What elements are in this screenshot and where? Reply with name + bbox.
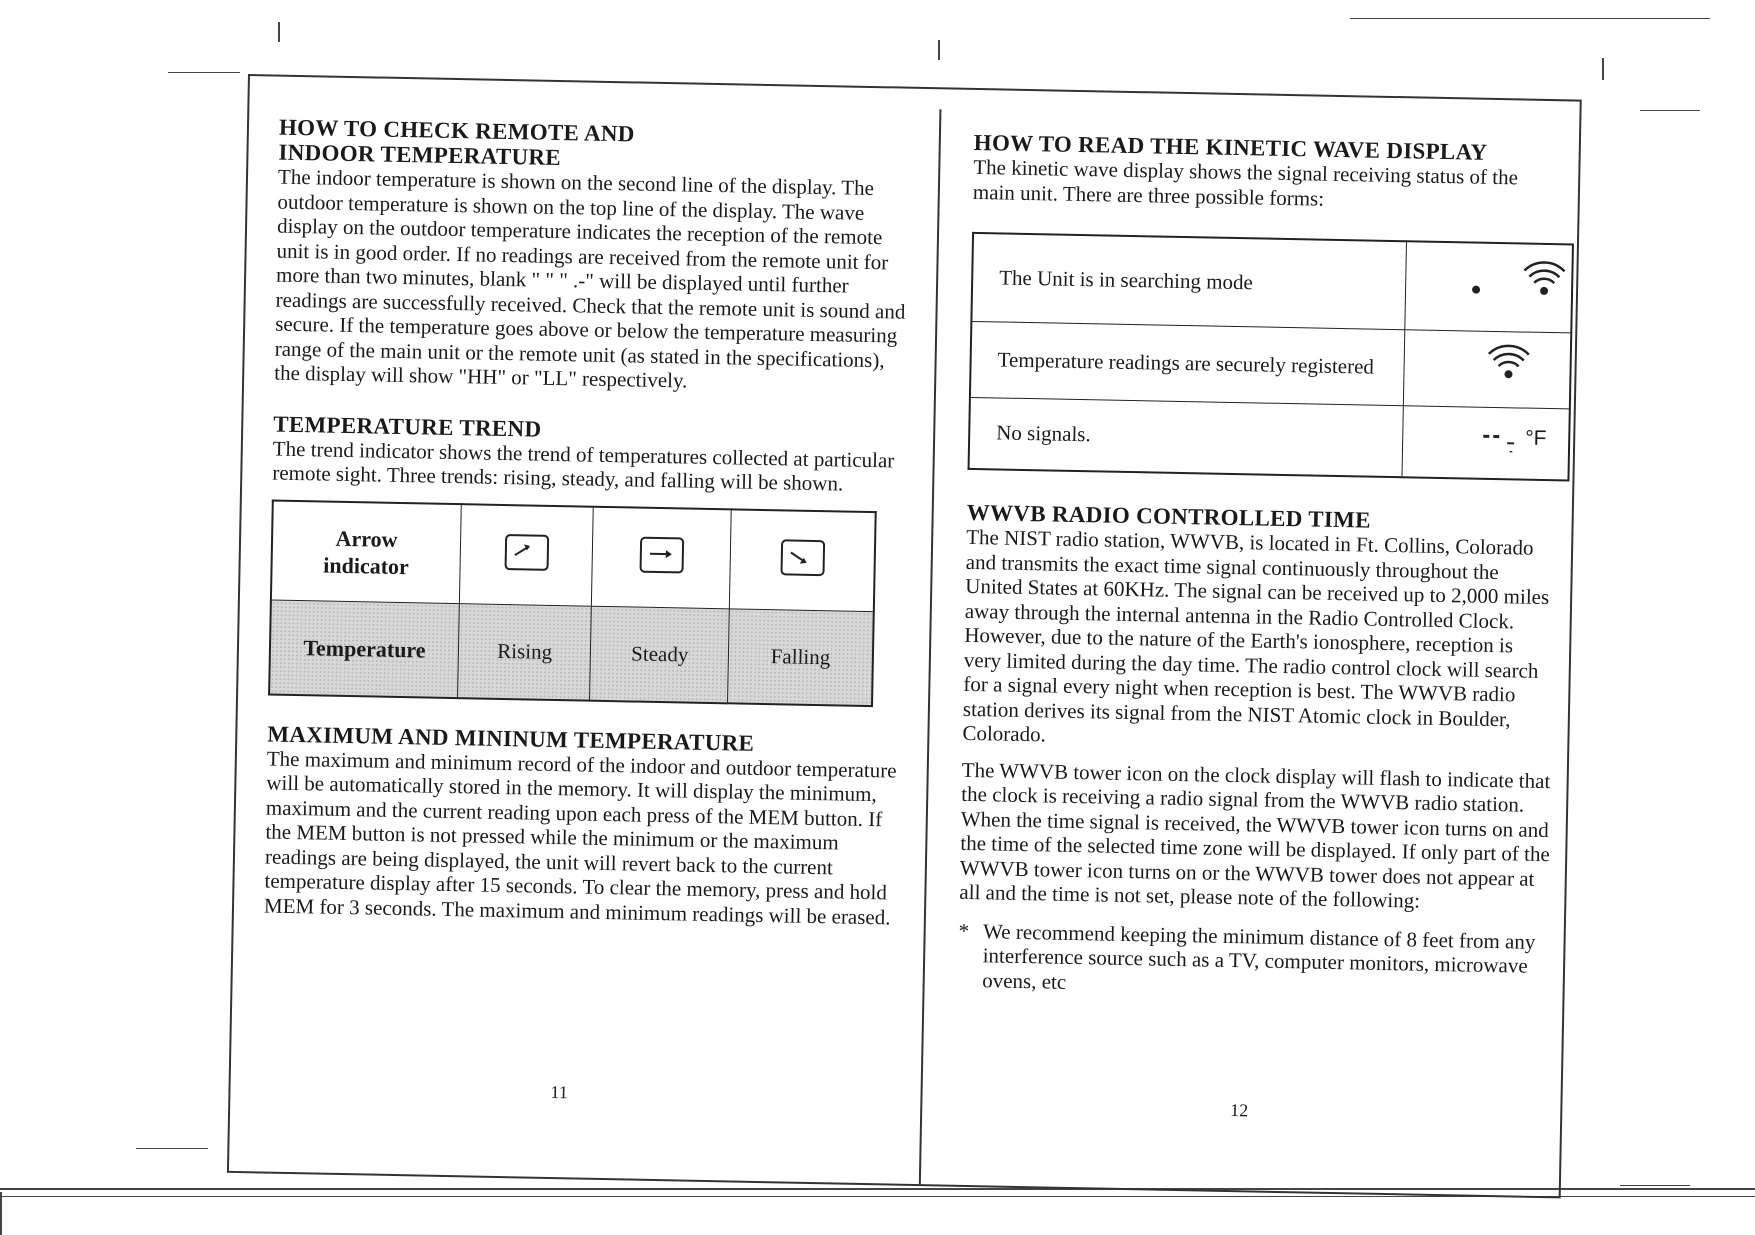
right-page [958,130,1564,1003]
fahrenheit-unit: °F [1525,426,1547,450]
trend-cell-rising-icon [459,504,593,607]
wave-row-searching [971,233,1573,333]
booklet-spread [227,74,1582,1198]
paragraph-wwvb-2: The WWVB tower icon on the clock display will flash to indicate that the clock is receiving a radio signal from the WWVB radio station. When the time signal is received, the WWVB tower icon turns on and the time of the selected time zone will be displayed. If only part of the WWVB tower icon turns on or the WWVB tower does not appear at all and the time is not set, please note of the following: [959,757,1551,913]
paragraph-kinetic-wave: The kinetic wave display shows the signal receiving status of the main unit. There are three possible forms: [972,154,1519,211]
trend-row-label: Temperature [269,600,459,698]
trend-falling: Falling [728,609,874,706]
wave-row-no-signal [969,397,1570,481]
scan-mark [1620,1185,1690,1186]
scan-mark [938,40,940,60]
recommendation-bullet [958,918,1549,1003]
title-line: INDOOR TEMPERATURE [278,139,562,171]
page-number-right: 12 [1230,1100,1249,1121]
scan-mark [1640,110,1700,111]
wave-row-registered [970,321,1571,409]
scan-mark [136,1148,208,1149]
left-page [264,115,919,930]
arrow-down-right-icon [780,539,825,576]
paragraph-check-temperature: The indoor temperature is shown on the second line of the display. The outdoor temperature is shown on the top line of the display. The wave display on the outdoor temperature indicates the reception of the remote unit is in good order. If no readings are received from the remote unit for more than two minutes, blank " " " .-" will be displayed until further readings are successfully received. Check that the remote unit is sound and secure. If the temperature goes above or below the temperature measuring range of the main unit or the remote unit (as stated in the specifications), the display will show "HH" or "LL" respectively. [274,164,906,393]
trend-cell-falling-icon [730,509,876,612]
section-title-kinetic-wave: HOW TO READ THE KINETIC WAVE DISPLAY [973,129,1488,165]
wave-label-registered: Temperature readings are securely registered [970,321,1405,405]
page-number-left: 11 [550,1081,569,1103]
scan-mark [1350,18,1710,19]
title-line: HOW TO CHECK REMOTE AND [278,114,635,147]
section-title-temperature-trend: TEMPERATURE TREND [273,411,542,442]
scan-mark [0,1192,2,1235]
section-title-wwvb: WWVB RADIO CONTROLLED TIME [966,499,1372,533]
trend-steady: Steady [590,606,730,703]
searching-wave-icon [1405,241,1573,332]
page-divider [919,109,942,1184]
bullet-text: We recommend keeping the minimum distance of 8 feet from any interference source such as a TV, computer monitors, microwave ovens, etc [982,918,1536,994]
wave-label-searching: The Unit is in searching mode [971,233,1406,329]
wave-display-table [968,232,1574,482]
trend-table [268,499,877,707]
paragraph-max-min: The maximum and minimum record of the indoor and outdoor temperature will be automatically stored in the memory. It will display the minimum, maximum and the current reading upon each press of the MEM button. If the MEM button is not pressed while the minimum or the maximum readings are being displayed, the unit will revert back to the current temperature display after 15 seconds. To clear the memory, press and hold MEM for 3 seconds. The maximum and minimum readings will be erased. [263,745,897,929]
trend-cell-steady-icon [592,506,732,609]
section-title-max-min: MAXIMUM AND MININUM TEMPERATURE [267,720,755,756]
paragraph-wwvb-1: The NIST radio station, WWVB, is located in Ft. Collins, Colorado and transmits the exact time signal continuously throughout the United States at 60KHz. The signal can be received up to 2,000 miles away through the internal antenna in the Radio Controlled Clock. However, due to the nature of the Earth's ionosphere, reception is very limited during the day time. The radio control clock will search for a signal every night when reception is best. The WWVB radio station derives its signal from the NIST Atomic clock in Boulder, Colorado. [962,524,1550,747]
registered-wave-icon [1403,329,1571,408]
no-signal-icon [1402,405,1570,480]
header-line: Arrow [335,525,398,552]
paragraph-temperature-trend: The trend indicator shows the trend of temperatures collected at particular remote sight. Three trends: rising, steady, and falling will be shown. [272,436,895,496]
trend-rising: Rising [458,604,592,700]
registered-wave-svg [1404,334,1570,397]
trend-table-header [271,500,461,604]
scan-mark [278,22,280,42]
bullet-marker: * [958,918,970,943]
searching-wave-svg [1406,253,1572,316]
scan-mark [1602,58,1604,80]
scan-mark [168,72,240,73]
header-line: indicator [323,552,410,579]
arrow-right-icon [639,536,684,573]
arrow-up-right-icon [504,534,549,571]
wave-label-no-signal: No signals. [969,397,1404,477]
